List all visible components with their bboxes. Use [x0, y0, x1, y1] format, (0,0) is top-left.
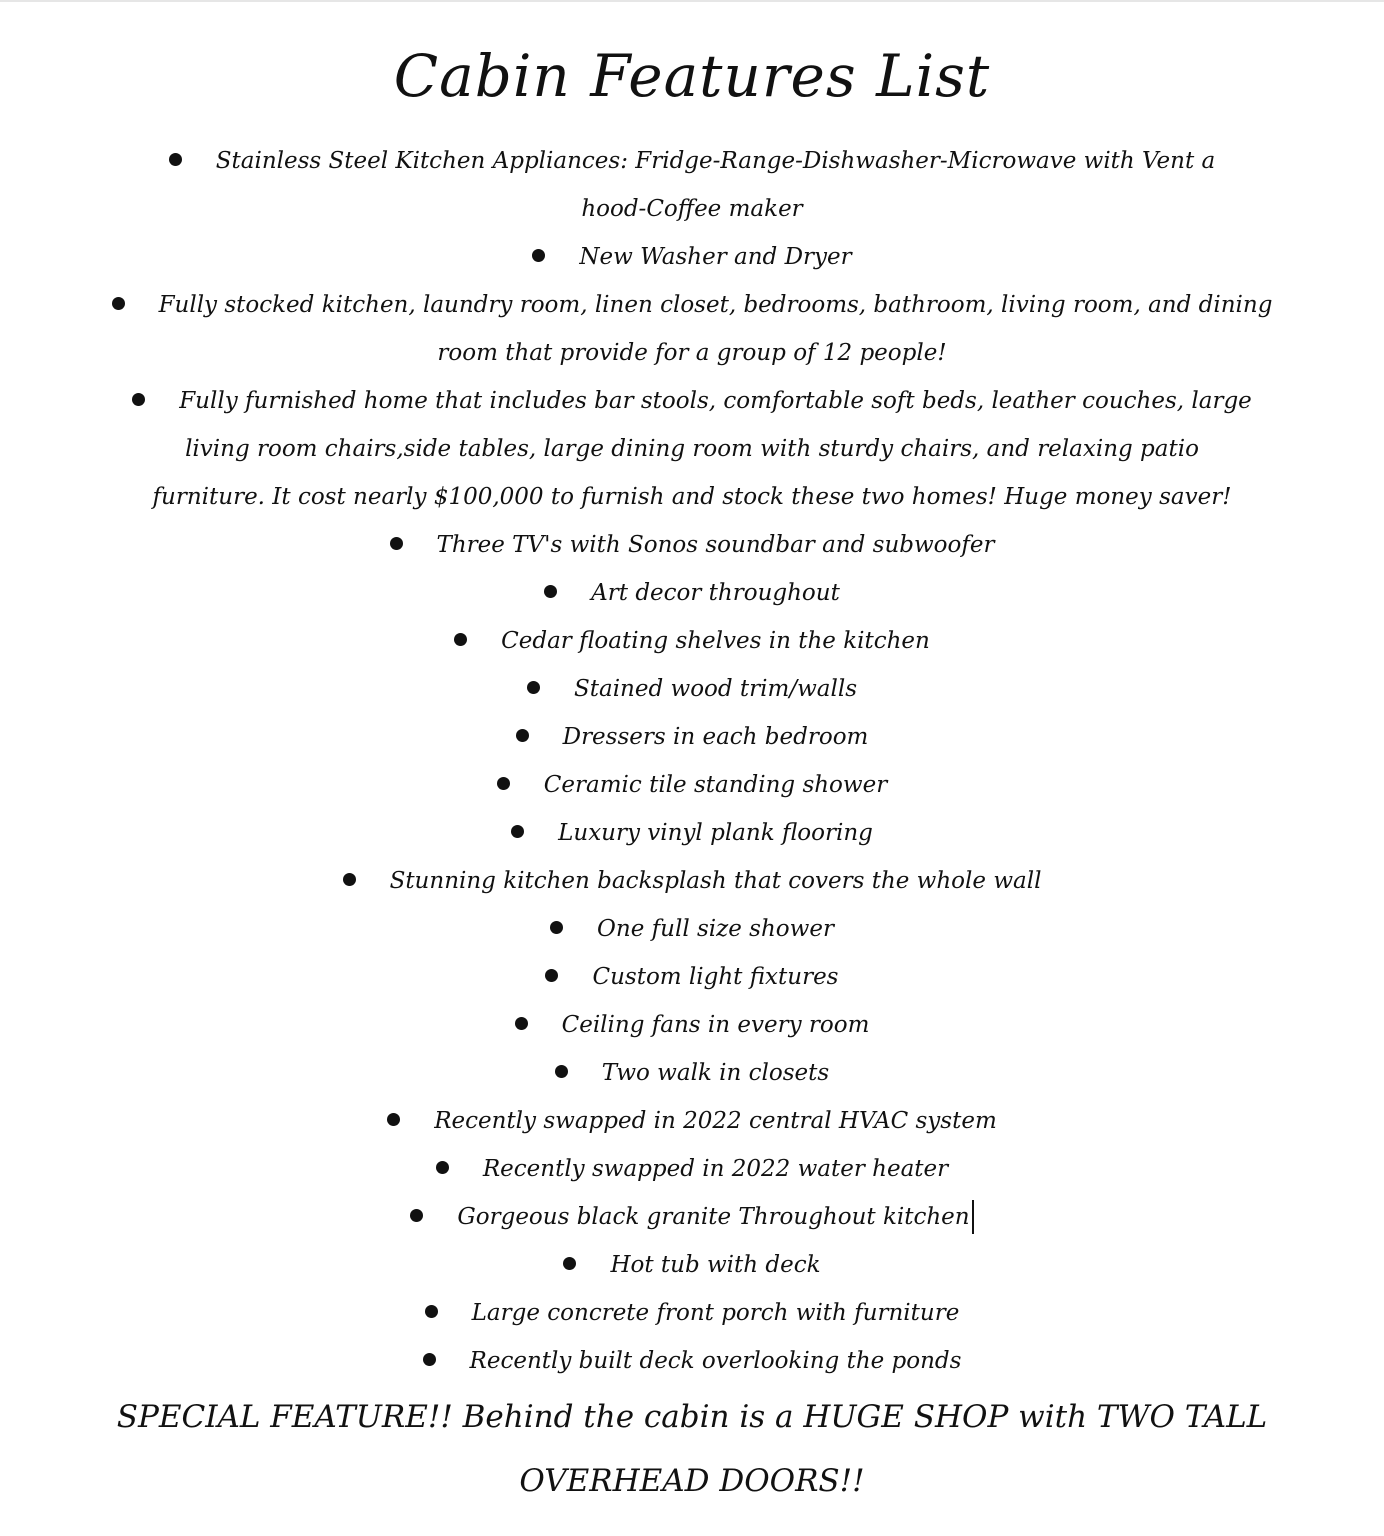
- bullet-icon: [527, 681, 540, 694]
- list-item-text: hood-Coffee maker: [581, 196, 803, 222]
- bullet-icon: [516, 729, 529, 742]
- list-item: [0, 1336, 1384, 1384]
- list-item-text: Recently swapped in 2022 water heater: [482, 1156, 949, 1182]
- bullet-icon: [343, 873, 356, 886]
- list-item-text: Custom light fixtures: [592, 964, 839, 990]
- top-divider: [0, 0, 1384, 2]
- list-item: [0, 808, 1384, 856]
- list-item: [0, 760, 1384, 808]
- list-item-text: New Washer and Dryer: [579, 244, 852, 270]
- list-item-text: Ceramic tile standing shower: [543, 772, 888, 798]
- list-item-text: Art decor throughout: [591, 580, 840, 606]
- bullet-icon: [410, 1209, 423, 1222]
- list-item-text: Cedar floating shelves in the kitchen: [501, 628, 930, 654]
- bullet-icon: [563, 1257, 576, 1270]
- list-item: [0, 856, 1384, 904]
- bullet-icon: [112, 297, 125, 310]
- special-feature-line-2: OVERHEAD DOORS!!: [519, 1463, 865, 1499]
- text-cursor: [972, 1200, 974, 1234]
- list-item-text: Ceiling fans in every room: [561, 1012, 870, 1038]
- list-item: [0, 1144, 1384, 1192]
- document-title: Cabin Features List: [393, 42, 991, 110]
- list-item: [0, 1192, 1384, 1240]
- list-item: [0, 376, 1384, 424]
- list-item-continuation: [0, 472, 1384, 520]
- list-item: [0, 1000, 1384, 1048]
- bullet-icon: [425, 1305, 438, 1318]
- bullet-icon: [544, 585, 557, 598]
- list-item-text: One full size shower: [597, 916, 834, 942]
- list-item: [0, 952, 1384, 1000]
- list-item-text: Gorgeous black granite Throughout kitchen: [457, 1204, 970, 1230]
- list-item-text: Large concrete front porch with furniture: [471, 1300, 960, 1326]
- list-item-text: Stainless Steel Kitchen Appliances: Fridge-Range-Dishwasher-Microwave with Vent a: [215, 148, 1216, 174]
- special-feature-line-1: SPECIAL FEATURE!! Behind the cabin is a HUGE SHOP with TWO TALL: [116, 1399, 1268, 1435]
- bullet-icon: [497, 777, 510, 790]
- list-item-continuation: [0, 328, 1384, 376]
- list-item-text: Stained wood trim/walls: [573, 676, 857, 702]
- list-item-text: Fully stocked kitchen, laundry room, linen closet, bedrooms, bathroom, living room, and dining: [158, 292, 1273, 318]
- bullet-icon: [545, 969, 558, 982]
- bullet-icon: [515, 1017, 528, 1030]
- bullet-icon: [511, 825, 524, 838]
- list-item-text: Luxury vinyl plank flooring: [558, 820, 873, 846]
- list-item-continuation: [0, 424, 1384, 472]
- bullet-icon: [132, 393, 145, 406]
- list-item-text: furniture. It cost nearly $100,000 to furnish and stock these two homes! Huge money saver!: [152, 484, 1232, 510]
- list-item-text: Hot tub with deck: [610, 1252, 821, 1278]
- list-item-continuation: [0, 184, 1384, 232]
- list-item: [0, 280, 1384, 328]
- bullet-icon: [550, 921, 563, 934]
- bullet-icon: [454, 633, 467, 646]
- list-item: [0, 232, 1384, 280]
- bullet-icon: [436, 1161, 449, 1174]
- list-item: [0, 136, 1384, 184]
- list-item: [0, 616, 1384, 664]
- list-item-text: Recently built deck overlooking the ponds: [469, 1348, 962, 1374]
- bullet-icon: [423, 1353, 436, 1366]
- list-item: [0, 520, 1384, 568]
- list-item: [0, 712, 1384, 760]
- list-item-text: Two walk in closets: [601, 1060, 830, 1086]
- list-item-text: room that provide for a group of 12 people!: [437, 340, 947, 366]
- bullet-icon: [555, 1065, 568, 1078]
- list-item: [0, 1240, 1384, 1288]
- list-item: [0, 1288, 1384, 1336]
- list-item-text: Three TV's with Sonos soundbar and subwoofer: [436, 532, 995, 558]
- bullet-icon: [532, 249, 545, 262]
- list-item-text: living room chairs,side tables, large dining room with sturdy chairs, and relaxing patio: [185, 436, 1199, 462]
- list-item: [0, 1048, 1384, 1096]
- list-item: [0, 664, 1384, 712]
- list-item: [0, 1096, 1384, 1144]
- list-item-text: Dressers in each bedroom: [562, 724, 869, 750]
- list-item: [0, 568, 1384, 616]
- list-item-text: Recently swapped in 2022 central HVAC system: [434, 1108, 997, 1134]
- bullet-icon: [390, 537, 403, 550]
- list-item: [0, 904, 1384, 952]
- bullet-icon: [169, 153, 182, 166]
- list-item-text: Stunning kitchen backsplash that covers the whole wall: [389, 868, 1042, 894]
- list-item-text: Fully furnished home that includes bar stools, comfortable soft beds, leather couches, large: [179, 388, 1252, 414]
- bullet-icon: [387, 1113, 400, 1126]
